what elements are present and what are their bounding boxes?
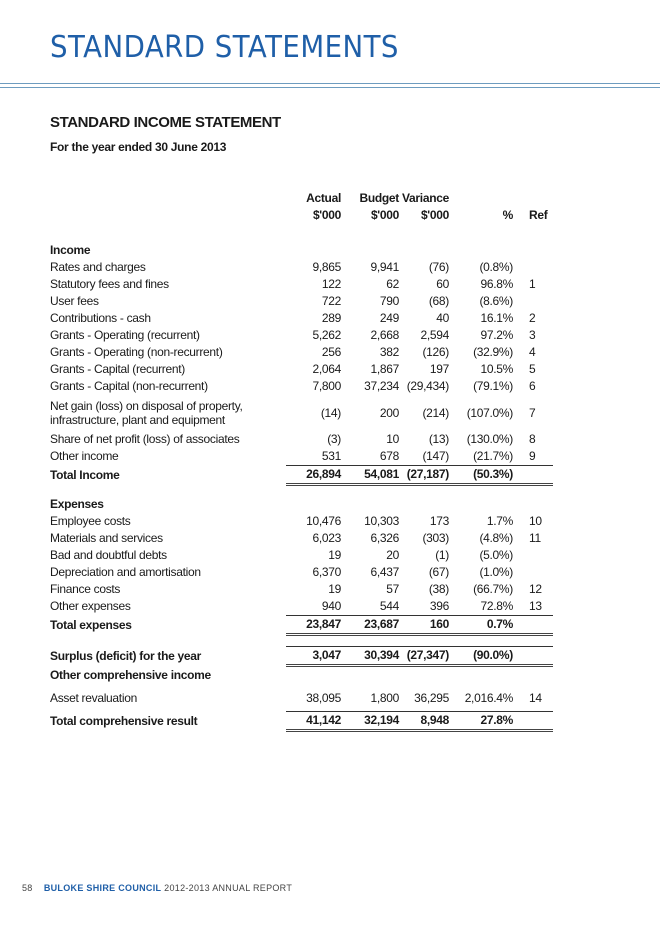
col-actual-unit: $'000 — [312, 208, 341, 222]
table-row — [50, 259, 553, 276]
cell-ref — [513, 647, 553, 666]
statement-subtitle: For the year ended 30 June 2013 — [50, 140, 227, 154]
cell-pct: 97.2% — [480, 328, 513, 342]
cell-ref: 1 — [529, 277, 536, 291]
cell-budget: 678 — [379, 449, 399, 463]
cell-variance: (303) — [422, 531, 449, 545]
row-label: Total comprehensive result — [50, 713, 198, 728]
row-label: Employee costs — [50, 514, 131, 528]
cell-pct: 1.7% — [486, 514, 513, 528]
cell-variance: 60 — [436, 277, 449, 291]
col-variance-header: Variance — [402, 191, 449, 205]
cell-pct: (79.1%) — [473, 379, 513, 393]
cell-budget: 54,081 — [341, 466, 399, 485]
cell-actual: 122 — [321, 277, 341, 291]
cell-variance: 197 — [429, 362, 449, 376]
cell-actual: 5,262 — [312, 328, 341, 342]
table-row — [50, 581, 553, 598]
table-row — [50, 344, 553, 361]
cell-actual: 19 — [328, 548, 341, 562]
cell-ref — [513, 712, 553, 731]
expenses-section-heading — [50, 496, 553, 513]
cell-variance: (76) — [428, 260, 449, 274]
cell-ref: 10 — [529, 514, 542, 528]
cell-pct: 27.8% — [449, 712, 513, 731]
section-heading: Expenses — [50, 497, 104, 511]
footer-report-title: 2012-2013 ANNUAL REPORT — [164, 883, 293, 893]
col-ref-header: Ref — [529, 208, 548, 222]
cell-ref: 4 — [529, 345, 536, 359]
table-row — [50, 310, 553, 327]
cell-budget: 200 — [379, 406, 399, 420]
row-label: Other income — [50, 449, 119, 464]
footer-organisation: BULOKE SHIRE COUNCIL — [43, 883, 162, 893]
cell-budget: 382 — [379, 345, 399, 359]
row-label: Other expenses — [50, 599, 131, 614]
cell-pct: (1.0%) — [479, 565, 513, 579]
statement-title: STANDARD INCOME STATEMENT — [50, 114, 281, 131]
cell-variance: (147) — [422, 449, 449, 463]
row-label: Net gain (loss) on disposal of property, infrastructure, plant and equipment — [50, 399, 243, 427]
table-row — [50, 513, 553, 530]
cell-budget: 6,326 — [370, 531, 399, 545]
row-label: Finance costs — [50, 582, 121, 596]
row-label: Grants - Operating (recurrent) — [50, 328, 200, 342]
cell-pct: (8.6%) — [479, 294, 513, 308]
column-header-row-1 — [50, 190, 553, 207]
spacer-row — [50, 224, 553, 242]
table-row — [50, 431, 553, 448]
column-header-row-2 — [50, 207, 553, 224]
row-label: Total expenses — [50, 617, 132, 632]
total-income-row — [50, 466, 553, 485]
cell-ref: 14 — [529, 691, 542, 705]
cell-pct: 2,016.4% — [464, 691, 513, 705]
row-label: Bad and doubtful debts — [50, 548, 167, 562]
row-label: Statutory fees and fines — [50, 277, 169, 291]
cell-budget: 9,941 — [370, 260, 399, 274]
cell-variance: 396 — [429, 599, 449, 613]
col-budget-unit: $'000 — [370, 208, 399, 222]
cell-ref: 3 — [529, 328, 536, 342]
cell-ref: 13 — [529, 599, 542, 613]
cell-ref — [513, 564, 553, 581]
cell-actual: (3) — [327, 432, 341, 446]
cell-actual: 256 — [321, 345, 341, 359]
cell-actual: 940 — [321, 599, 341, 613]
cell-actual: (14) — [320, 406, 341, 420]
cell-budget: 1,867 — [370, 362, 399, 376]
cell-pct: (32.9%) — [473, 345, 513, 359]
cell-variance: (214) — [422, 406, 449, 420]
row-label: Rates and charges — [50, 260, 146, 274]
cell-budget: 30,394 — [341, 647, 399, 666]
cell-actual: 6,023 — [312, 531, 341, 545]
cell-budget: 37,234 — [364, 379, 399, 393]
row-label: Depreciation and amortisation — [50, 565, 201, 579]
cell-budget: 10,303 — [364, 514, 399, 528]
spacer-row — [50, 485, 553, 497]
cell-pct: (90.0%) — [449, 647, 513, 666]
income-section-heading — [50, 242, 553, 259]
col-percent-header: % — [502, 208, 513, 222]
row-label: Surplus (deficit) for the year — [50, 648, 202, 663]
table-row — [50, 598, 553, 616]
cell-ref: 12 — [529, 582, 542, 596]
cell-budget: 1,800 — [370, 691, 399, 705]
cell-variance: (27,347) — [399, 647, 449, 666]
cell-variance: (29,434) — [406, 379, 449, 393]
cell-budget: 2,668 — [370, 328, 399, 342]
cell-pct: (5.0%) — [479, 548, 513, 562]
row-label: Grants - Capital (non-recurrent) — [50, 379, 208, 393]
cell-budget: 62 — [386, 277, 399, 291]
cell-pct: 16.1% — [480, 311, 513, 325]
page-number: 58 — [22, 883, 33, 893]
row-label: Contributions - cash — [50, 311, 151, 325]
cell-pct: (130.0%) — [466, 432, 513, 446]
cell-variance: (67) — [428, 565, 449, 579]
table-row — [50, 564, 553, 581]
cell-ref: 8 — [529, 432, 536, 446]
cell-actual: 722 — [321, 294, 341, 308]
cell-variance: 2,594 — [420, 328, 449, 342]
table-row — [50, 327, 553, 344]
cell-actual: 289 — [321, 311, 341, 325]
cell-actual: 6,370 — [312, 565, 341, 579]
cell-ref: 2 — [529, 311, 536, 325]
cell-variance: 36,295 — [414, 691, 449, 705]
cell-budget: 20 — [386, 548, 399, 562]
table-row — [50, 293, 553, 310]
page-title: STANDARD STATEMENTS — [50, 30, 399, 65]
section-heading: Other comprehensive income — [50, 668, 211, 682]
cell-budget: 10 — [386, 432, 399, 446]
cell-ref — [513, 293, 553, 310]
table-row — [50, 378, 553, 395]
table-row — [50, 276, 553, 293]
cell-ref: 9 — [529, 449, 536, 463]
total-expenses-row — [50, 616, 553, 635]
cell-pct: 0.7% — [449, 616, 513, 635]
cell-actual: 26,894 — [286, 466, 341, 485]
row-label: Asset revaluation — [50, 691, 137, 705]
cell-budget: 249 — [379, 311, 399, 325]
cell-pct: (21.7%) — [473, 449, 513, 463]
cell-variance: (13) — [428, 432, 449, 446]
cell-ref: 11 — [529, 531, 541, 545]
cell-actual: 41,142 — [286, 712, 341, 731]
cell-variance: 173 — [429, 514, 449, 528]
table-row — [50, 448, 553, 466]
cell-ref: 7 — [529, 406, 536, 420]
cell-budget: 32,194 — [341, 712, 399, 731]
other-comprehensive-heading — [50, 666, 553, 685]
spacer-row — [50, 635, 553, 647]
row-label: Grants - Operating (non-recurrent) — [50, 345, 223, 359]
row-label: Materials and services — [50, 531, 163, 545]
income-statement-table — [50, 190, 553, 732]
cell-pct: (66.7%) — [473, 582, 513, 596]
row-label: Grants - Capital (recurrent) — [50, 362, 185, 376]
cell-budget: 6,437 — [370, 565, 399, 579]
col-actual-header: Actual — [306, 191, 341, 205]
cell-ref — [513, 259, 553, 276]
row-label: Share of net profit (loss) of associates — [50, 432, 240, 446]
cell-pct: (107.0%) — [466, 406, 513, 420]
cell-pct: (4.8%) — [479, 531, 513, 545]
cell-ref: 5 — [529, 362, 536, 376]
cell-actual: 3,047 — [286, 647, 341, 666]
col-variance-unit: $'000 — [420, 208, 449, 222]
cell-pct: (50.3%) — [449, 466, 513, 485]
surplus-row — [50, 647, 553, 666]
cell-ref: 6 — [529, 379, 536, 393]
cell-actual: 9,865 — [312, 260, 341, 274]
total-comprehensive-row — [50, 712, 553, 731]
cell-pct: 72.8% — [480, 599, 513, 613]
cell-budget: 23,687 — [341, 616, 399, 635]
cell-ref — [513, 616, 553, 635]
cell-ref — [513, 466, 553, 485]
cell-variance: (1) — [435, 548, 449, 562]
cell-variance: (126) — [422, 345, 449, 359]
cell-pct: (0.8%) — [479, 260, 513, 274]
cell-actual: 23,847 — [286, 616, 341, 635]
row-label: User fees — [50, 294, 99, 308]
cell-variance: (27,187) — [399, 466, 449, 485]
col-budget-header: Budget — [359, 191, 399, 205]
cell-variance: (68) — [428, 294, 449, 308]
cell-pct: 96.8% — [480, 277, 513, 291]
cell-actual: 19 — [328, 582, 341, 596]
cell-actual: 7,800 — [312, 379, 341, 393]
section-heading: Income — [50, 243, 91, 257]
cell-actual: 38,095 — [306, 691, 341, 705]
cell-variance: 8,948 — [399, 712, 449, 731]
cell-ref — [513, 547, 553, 564]
cell-actual: 2,064 — [312, 362, 341, 376]
cell-actual: 531 — [321, 449, 341, 463]
cell-pct: 10.5% — [480, 362, 513, 376]
cell-actual: 10,476 — [306, 514, 341, 528]
cell-budget: 544 — [379, 599, 399, 613]
table-row — [50, 361, 553, 378]
row-label: Total Income — [50, 467, 120, 482]
cell-budget: 790 — [379, 294, 399, 308]
header-divider — [0, 83, 660, 88]
page-footer — [22, 883, 292, 893]
table-row — [50, 530, 553, 547]
table-row — [50, 547, 553, 564]
cell-budget: 57 — [386, 582, 399, 596]
cell-variance: (38) — [428, 582, 449, 596]
table-row — [50, 690, 553, 707]
table-row — [50, 395, 553, 431]
cell-variance: 160 — [399, 616, 449, 635]
cell-variance: 40 — [436, 311, 449, 325]
